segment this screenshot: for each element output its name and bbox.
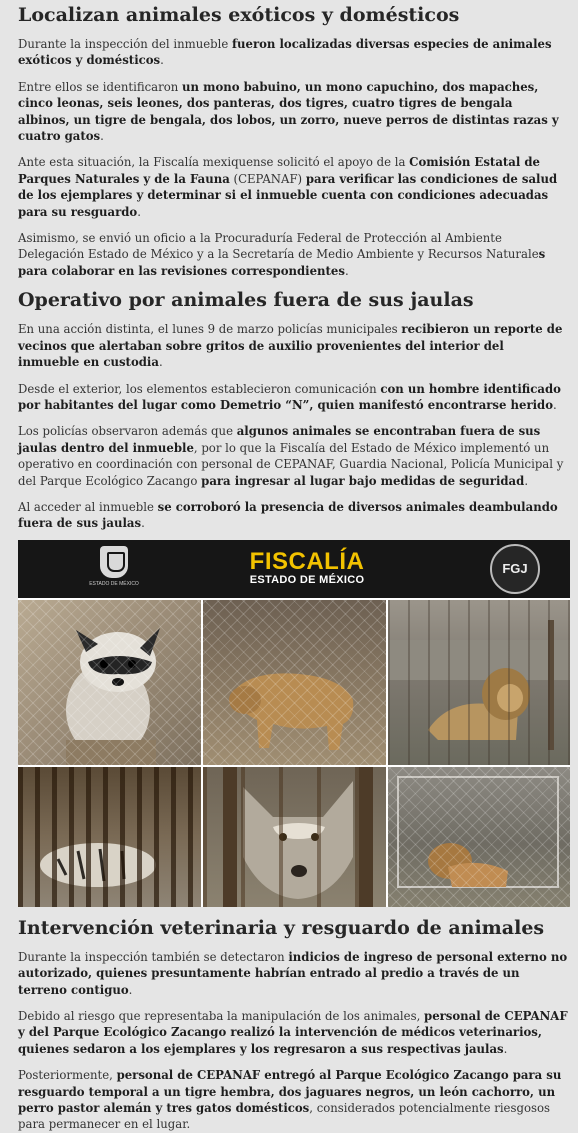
paragraph: Desde el exterior, los elementos establecieron comunicación con un hombre identificado por habitantes del lugar como Demetrio “N”, quien manifestó encontrarse herido. (18, 381, 561, 412)
lioness-photo (203, 600, 386, 765)
paragraph: Entre ellos se identificaron un mono babuino, un mono capuchino, dos mapaches, cinco leonas, seis leones, dos panteras, dos tigres, cuatro tigres de bengala albinos, un tigre de bengala, dos lobos, un zorro, nueve perros de distintas razas y cuatro gatos. (18, 79, 559, 144)
section-title-intervencion: Intervención veterinaria y resguardo de animales (18, 916, 545, 939)
crest-caption: ESTADO DE MÉXICO (89, 580, 139, 587)
estado-de-mexico-crest-icon (89, 546, 139, 592)
paragraph: Los policías observaron además que algunos animales se encontraban fuera de sus jaulas dentro del inmueble, por lo que la Fiscalía del Estado de México implementó un operativo en coordinación con personal de CEPANAF, Guardia Nacional, Policía Municipal y del Parque Ecológico Zacango para ingresar al lugar bajo medidas de seguridad. (18, 424, 564, 488)
paragraph: En una acción distinta, el lunes 9 de marzo policías municipales recibieron un reporte de vecinos que alertaban sobre gritos de auxilio provenientes del interior del inmueble en custodia. (18, 322, 563, 370)
paragraph: Asimismo, se envió un oficio a la Procuraduría Federal de Protección al Ambiente Delegación Estado de México y a la Secretaría de Medio Ambiente y Recursos Naturales para colaborar en las revisiones correspondientes. (18, 231, 546, 278)
photo-grid (18, 598, 570, 907)
wolf-photo (203, 767, 386, 907)
fiscalia-banner (18, 540, 570, 598)
section-title-operativo: Operativo por animales fuera de sus jaulas (18, 289, 474, 312)
section-title-animales: Localizan animales exóticos y domésticos (18, 4, 460, 26)
paragraph: Debido al riesgo que representaba la manipulación de los animales, personal de CEPANAF y del Parque Ecológico Zacango realizó la intervención de médicos veterinarios, quienes sedaron a los ejemplares y los regresaron a sus respectivas jaulas. (18, 1008, 568, 1056)
lion-photo (388, 600, 570, 765)
fiscalia-logo (250, 550, 365, 587)
photo-collage (18, 540, 570, 907)
fiscalia-logo-main: FISCALÍA (249, 548, 365, 576)
paragraph: Durante la inspección del inmueble fueron localizadas diversas especies de animales exóticos y domésticos. (18, 37, 552, 68)
article (0, 4, 578, 1133)
caged-lion-photo (388, 767, 570, 907)
fgj-badge-icon: FGJ (490, 544, 540, 594)
paragraph: Al acceder al inmueble se corroboró la presencia de diversos animales deambulando fuera de sus jaulas. (18, 499, 558, 531)
paragraph: Posteriormente, personal de CEPANAF entregó al Parque Ecológico Zacango para su resguardo temporal a un tigre hembra, dos jaguares negros, un león cachorro, un perro pastor alemán y tres gatos domésticos, considerados potencialmente riesgosos para permanecer en el lugar. (18, 1068, 562, 1132)
white-tiger-photo (18, 767, 201, 907)
paragraph: Ante esta situación, la Fiscalía mexiquense solicitó el apoyo de la Comisión Estatal de Parques Naturales y de la Fauna (CEPANAF) para verificar las condiciones de salud de los ejemplares y determinar si el inmueble cuenta con condiciones adecuadas para su resguardo. (18, 155, 558, 219)
paragraph: Durante la inspección también se detectaron indicios de ingreso de personal externo no autorizado, quienes presuntamente habrían entrado al predio a través de un terreno contiguo. (18, 949, 568, 997)
fiscalia-logo-sub: ESTADO DE MÉXICO (249, 574, 365, 587)
raccoon-photo (18, 600, 201, 765)
